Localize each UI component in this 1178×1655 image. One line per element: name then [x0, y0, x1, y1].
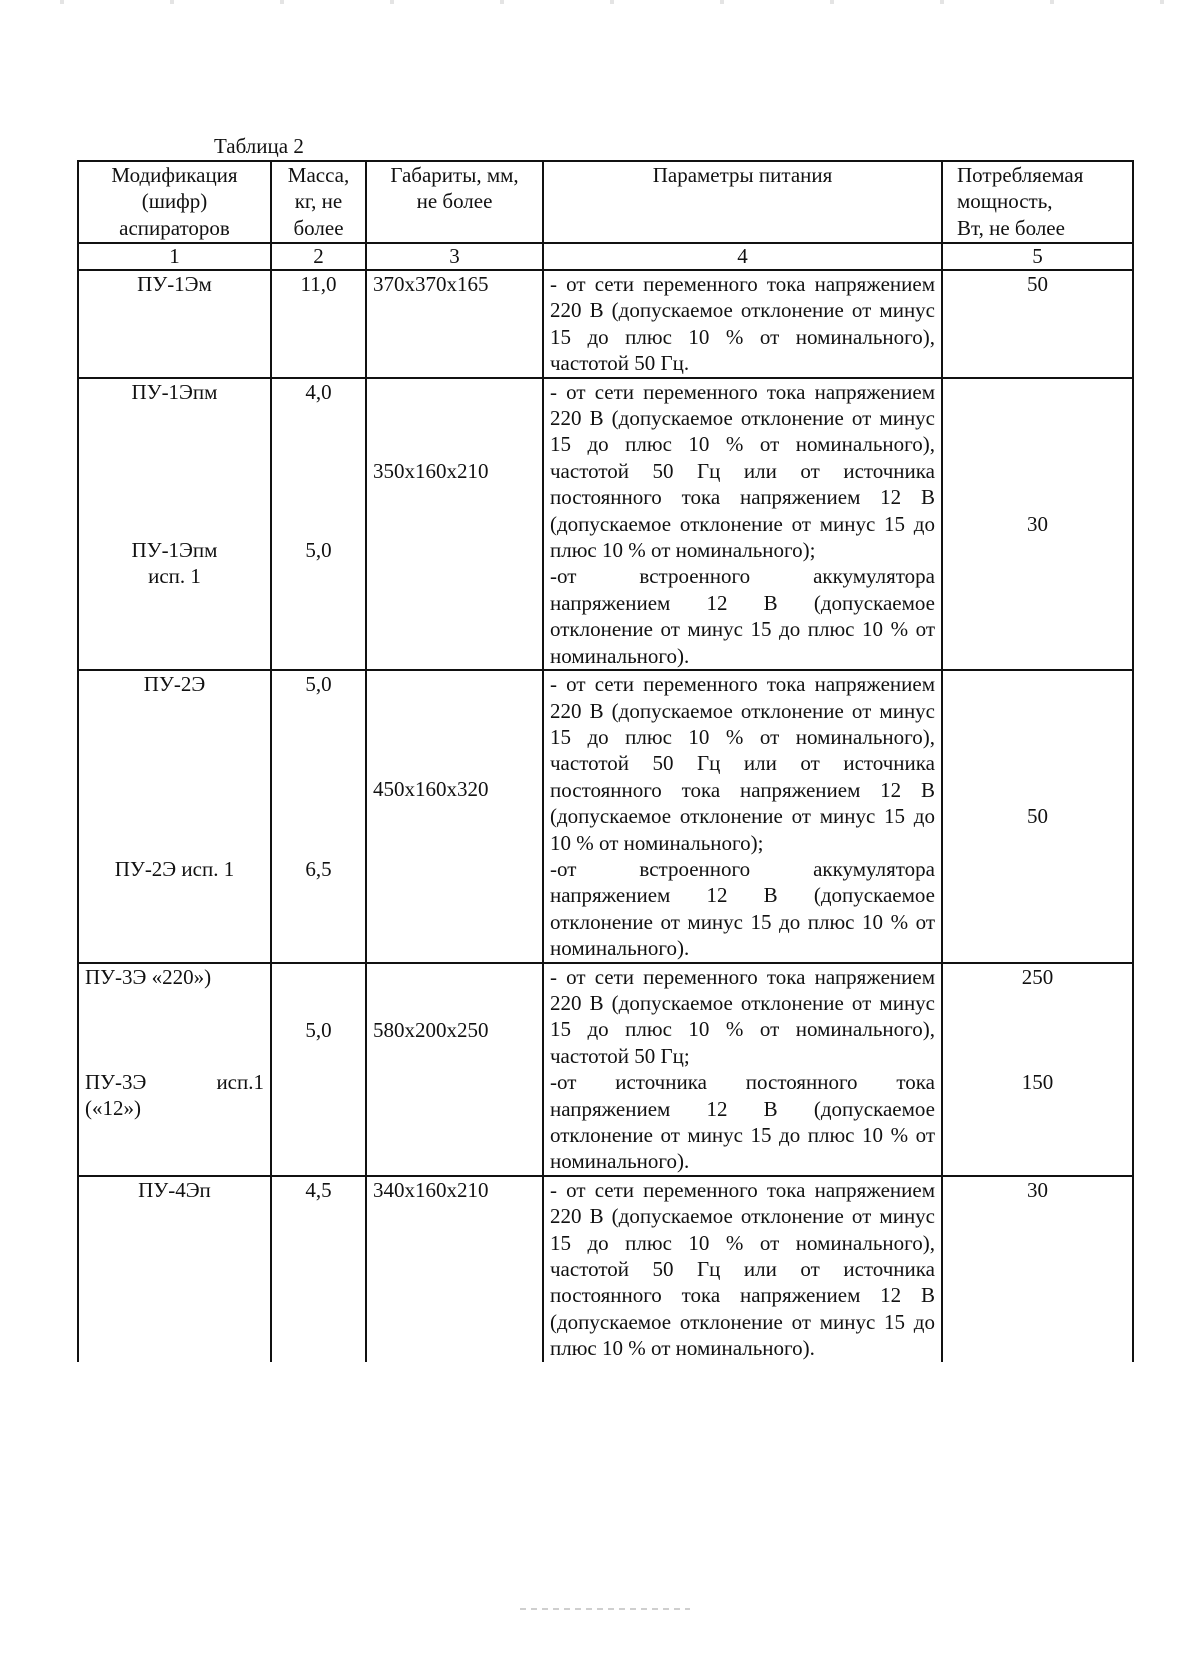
power-supply-battery: -от встроенного аккумулятора напряжением 12 В (допускаемое отклонение от минус 15 до плюс 10 % от номинального).	[550, 856, 935, 961]
model-name: ПУ-1Эпм	[131, 379, 218, 404]
mass-cell	[271, 378, 366, 670]
power-supply-battery: -от встроенного аккумулятора напряжением 12 В (допускаемое отклонение от минус 15 до плюс 10 % от номинального).	[550, 564, 935, 668]
power-supply-cell: - от сети переменного тока напряжением 220 В (допускаемое отклонение от минус 15 до плюс 10 % от номинального), частотой 50 Гц.	[543, 270, 942, 378]
header-row	[78, 161, 1133, 243]
header-mass: Масса, кг, не более	[271, 161, 366, 243]
column-number-row	[78, 243, 1133, 270]
power-consumption-cell	[942, 963, 1133, 1176]
power-value-ac: 250	[1021, 964, 1054, 989]
table-row	[78, 378, 1133, 670]
header-modification: Модификация (шифр) аспираторов	[78, 161, 271, 243]
mass-cell: 4,5	[271, 1176, 366, 1362]
table-row	[78, 1176, 1133, 1362]
dimensions-cell: 350x160x210	[366, 378, 543, 670]
dimensions-cell: 370x370x165	[366, 270, 543, 378]
power-consumption-cell: 30	[942, 1176, 1133, 1362]
column-number: 3	[366, 243, 543, 270]
model-cell	[78, 670, 271, 962]
mass-value: 6,5	[305, 856, 332, 881]
power-consumption-cell: 30	[942, 378, 1133, 670]
model-name: ПУ-3Э исп.1	[85, 1069, 264, 1094]
power-consumption-cell: 50	[942, 270, 1133, 378]
dimensions-cell: 450x160x320	[366, 670, 543, 962]
mass-value: 5,0	[305, 672, 332, 697]
header-power-supply: Параметры питания	[543, 161, 942, 243]
model-name: ПУ-3Э «220»)	[85, 964, 212, 989]
mass-value: 4,0	[305, 379, 332, 404]
mass-cell: 5,0	[271, 963, 366, 1176]
dimensions-cell: 340x160x210	[366, 1176, 543, 1362]
power-supply-mains: - от сети переменного тока напряжением 220 В (допускаемое отклонение от минус 15 до плюс 10 % от номинального), частотой 50 Гц или от источника постоянного тока напряжением 12 В (допускаемое отклонение от минус 15 до 10 % от номинального);	[550, 672, 935, 855]
power-supply-cell: - от сети переменного тока напряжением 220 В (допускаемое отклонение от минус 15 до плюс 10 % от номинального), частотой 50 Гц или от источника постоянного тока напряжением 12 В (допускаемое отклонение от минус 15 до плюс 10 % от номинального).	[543, 1176, 942, 1362]
dimensions-cell: 580x200x250	[366, 963, 543, 1176]
model-cell: ПУ-1Эм	[78, 270, 271, 378]
model-name: ПУ-1Эпм	[131, 538, 218, 563]
power-supply-dc: -от источника постоянного тока напряжением 12 В (допускаемое отклонение от минус 15 до плюс 10 % от номинального).	[550, 1070, 935, 1174]
power-supply-cell	[543, 670, 942, 962]
power-supply-mains: - от сети переменного тока напряжением 220 В (допускаемое отклонение от минус 15 до плюс 10 % от номинального), частотой 50 Гц;	[550, 964, 935, 1068]
model-cell: ПУ-4Эп	[78, 1176, 271, 1362]
model-name: ПУ-2Э	[143, 672, 206, 697]
table-row	[78, 270, 1133, 378]
mass-cell: 11,0	[271, 270, 366, 378]
power-supply-cell	[543, 378, 942, 670]
scan-artifact-top	[0, 0, 1178, 4]
mass-value: 5,0	[305, 538, 332, 563]
model-variant: («12»)	[85, 1096, 141, 1121]
header-power-consumption: Потребляемая мощность, Вт, не более	[942, 161, 1133, 243]
table-row	[78, 670, 1133, 962]
column-number: 1	[78, 243, 271, 270]
model-variant: исп. 1	[148, 564, 201, 589]
power-supply-cell	[543, 963, 942, 1176]
model-cell	[78, 378, 271, 670]
model-cell	[78, 963, 271, 1176]
model-name: ПУ-2Э исп. 1	[114, 856, 235, 881]
header-dimensions: Габариты, мм, не более	[366, 161, 543, 243]
power-supply-mains: - от сети переменного тока напряжением 220 В (допускаемое отклонение от минус 15 до плюс 10 % от номинального), частотой 50 Гц или от источника постоянного тока напряжением 12 В (допускаемое отклонение от минус 15 до плюс 10 % от номинального);	[550, 379, 935, 563]
table-row	[78, 963, 1133, 1176]
power-consumption-cell: 50	[942, 670, 1133, 962]
scan-artifact-bottom	[520, 1608, 690, 1610]
specifications-table	[77, 160, 1134, 1362]
column-number: 4	[543, 243, 942, 270]
power-value-dc: 150	[1021, 1069, 1054, 1094]
column-number: 5	[942, 243, 1133, 270]
column-number: 2	[271, 243, 366, 270]
mass-cell	[271, 670, 366, 962]
table-caption: Таблица 2	[214, 134, 304, 158]
